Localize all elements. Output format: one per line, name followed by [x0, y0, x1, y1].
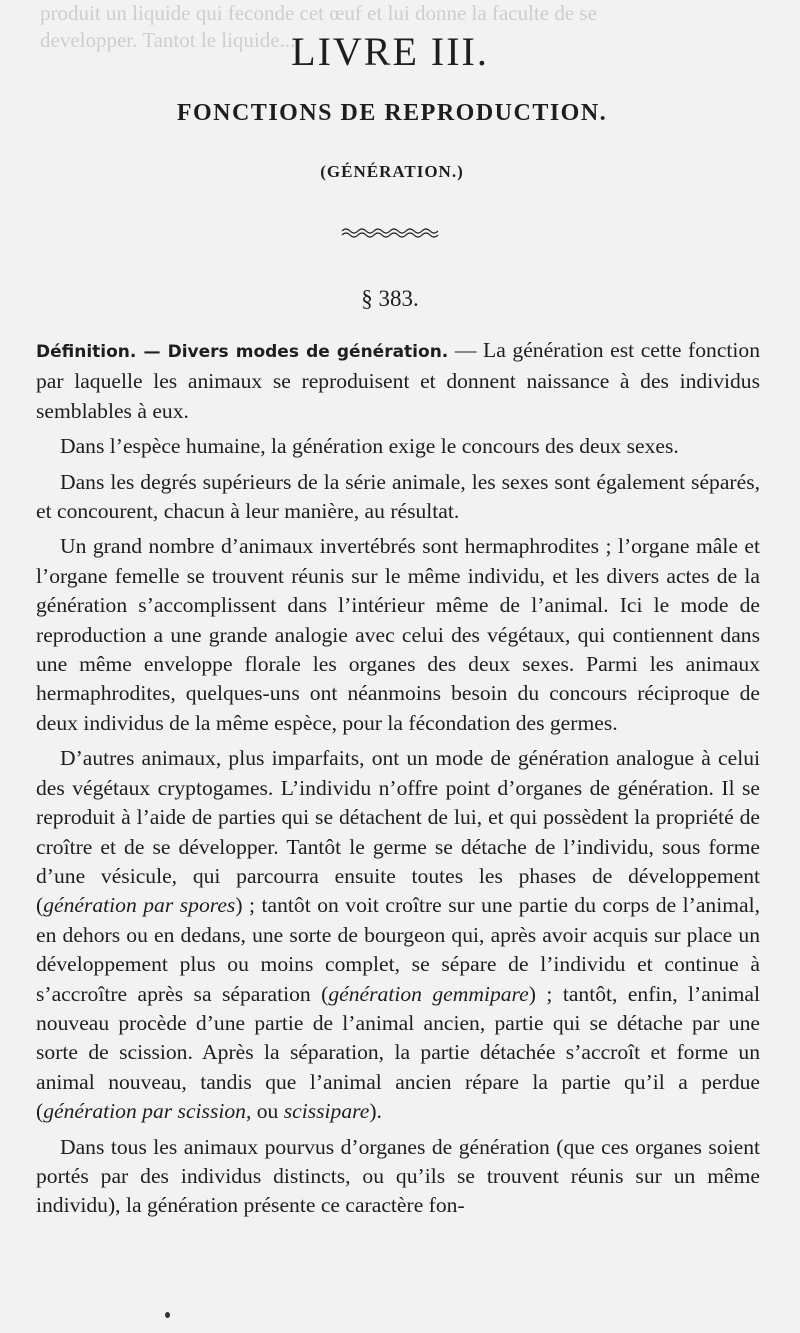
bleed-line-2: developper. Tantot le liquide... [40, 28, 296, 52]
italic-term: génération par scission [43, 1099, 246, 1124]
italic-term: scissipare [283, 1099, 370, 1124]
paragraph-humans: Dans l’espèce humaine, la génération exige le concours des deux sexes. [60, 434, 679, 459]
body-text [36, 336, 760, 1227]
wavy-ornament [340, 226, 440, 240]
section-subtitle: (GÉNÉRATION.) [320, 162, 464, 181]
text-run: , ou [245, 1099, 284, 1124]
definition-paragraph [36, 336, 760, 426]
definition-heading: Définition. — Divers modes de génération. [36, 342, 449, 362]
text-run: D’autres animaux, plus imparfaits, ont un mode de génération analogue à celui des végétaux cryptogames. L’individu n’offre point d’organes de génération. Il se reproduit à l’aide de parties qui se détachent de lui, et qui possèdent la propriété de croître et de se développer. Tantôt le germe se détache de l’individu, sous forme d’une vésicule, qui parcourra ensuite toutes les phases de développement ( [36, 746, 760, 918]
paragraph-number: § 383. [361, 286, 419, 311]
paragraph-hermaphrodites: Un grand nombre d’animaux invertébrés sont hermaphrodites ; l’organe mâle et l’organe femelle se trouvent réunis sur le même individu, et les divers actes de la génération s’accomplissent dans l’intérieur même de l’animal. Ici le mode de reproduction a une grande analogie avec celui des végétaux, qui contiennent dans une même enveloppe florale les organes des deux sexes. Parmi les animaux hermaphrodites, quelques-uns ont néanmoins besoin du concours réciproque de deux individus de la même espèce, pour la fécondation des germes. [36, 534, 760, 735]
definition-text: — La génération est cette fonction par laquelle les animaux se reproduisent et donnent naissance à des individus semblables à eux. [36, 338, 760, 423]
text-run: ) ; tantôt on voit croître sur une partie du corps de l’animal, en dehors ou en dedans, une sorte de bourgeon qui, après avoir acquis sur place un développement plus ou moins complet, se sépare de l’individu et continue à s’accroître après sa séparation ( [36, 893, 760, 1006]
text-run: ) ; tantôt, enfin, l’animal nouveau procède d’une partie de l’animal ancien, partie qui se détache par une sorte de scission. Après la séparation, la partie détachée s’accroît et forme un animal nouveau, tandis que l’animal ancien répare la partie qu’il a perdue ( [36, 981, 760, 1124]
paragraph-cryptogams [36, 744, 760, 1126]
bleed-line-1: produit un liquide qui feconde cet œuf et lui donne la faculte de se [40, 1, 597, 25]
text-run: ). [369, 1099, 382, 1124]
ink-speck [165, 1312, 170, 1318]
paragraph-general-character: Dans tous les animaux pourvus d’organes de génération (que ces organes soient portés par des individus distincts, ou qu’ils se trouvent réunis sur un même individu), la génération présente ce caractère fon- [36, 1134, 760, 1218]
section-title: FONCTIONS DE REPRODUCTION. [176, 100, 608, 126]
italic-term: génération gemmipare [328, 981, 529, 1006]
book-title: LIVRE III. [291, 29, 489, 74]
paragraph-higher-animals: Dans les degrés supérieurs de la série animale, les sexes sont également séparés, et concourent, chacun à leur manière, au résultat. [36, 469, 760, 524]
italic-term: génération par spores [43, 893, 236, 918]
